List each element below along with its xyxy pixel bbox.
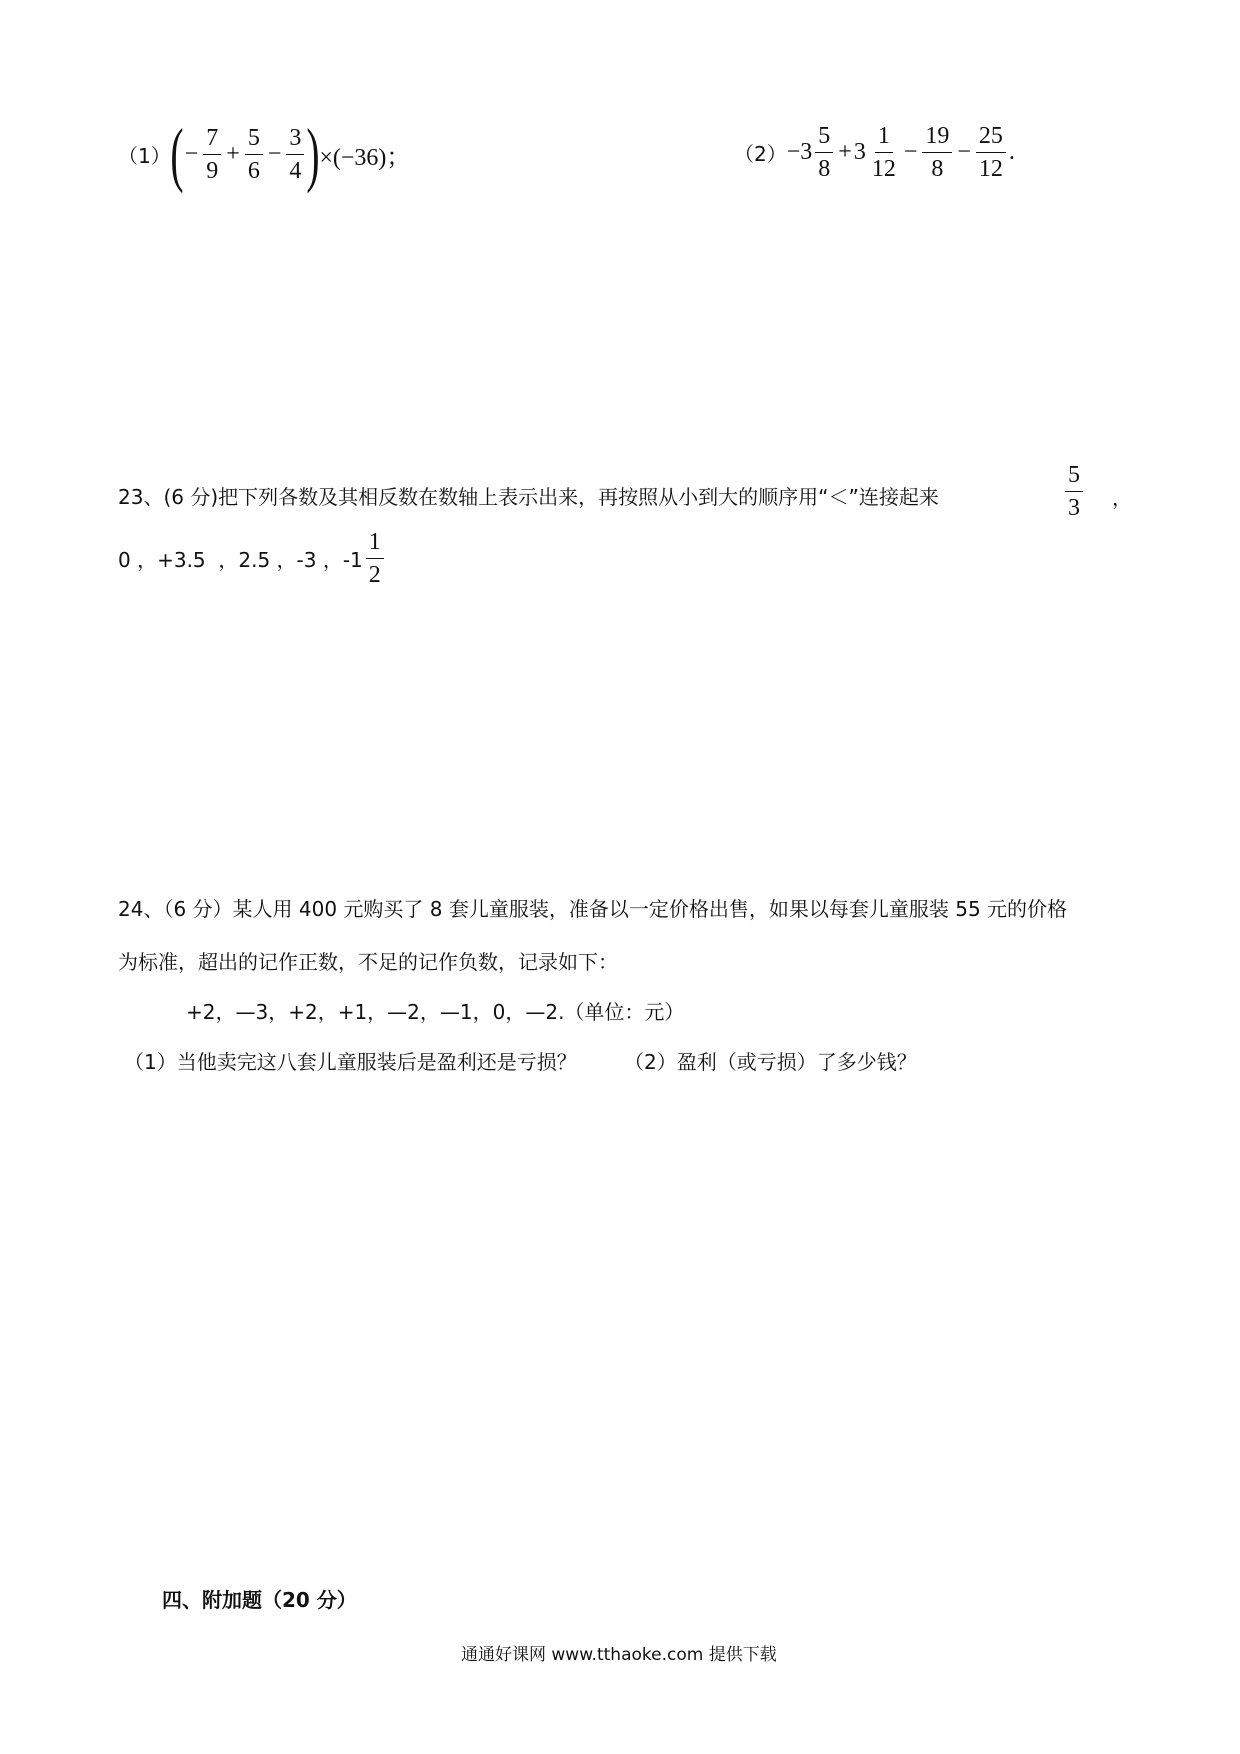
q23-comma: ， <box>1112 486 1132 510</box>
q22-part1-label: （1） <box>118 143 171 168</box>
fraction: $\frac{7}{9}$ <box>203 126 221 183</box>
q23-fraction: $\frac{5}{3}$ <box>1062 462 1086 520</box>
open-paren: ( <box>170 114 184 194</box>
fraction: $\frac{5}{6}$ <box>245 126 263 183</box>
q24-sub2: （2）盈利（或亏损）了多少钱？ <box>624 1050 917 1074</box>
q24-sub1: （1）当他卖完这八套儿童服装后是盈利还是亏损？ <box>124 1050 577 1074</box>
fraction: $\frac{5}{8}$ <box>815 124 833 181</box>
whole-number: 3 <box>853 139 866 165</box>
whole-number: −3 <box>786 139 813 165</box>
fraction: $\frac{19}{8}$ <box>922 124 952 181</box>
page-footer: 通通好课网 www.tthaoke.com 提供下载 <box>461 1645 777 1665</box>
fraction: $\frac{1}{12}$ <box>871 123 896 182</box>
fraction: $\frac{1}{2}$ <box>366 530 384 587</box>
operator: − <box>267 140 282 167</box>
q22-part2-expression <box>734 124 1015 181</box>
q24-record: +2，—3，+2，+1，—2，—1，0，—2.（单位：元） <box>186 1000 685 1024</box>
section-4-heading: 四、附加题（20 分） <box>162 1588 357 1612</box>
q24-line2: 为标准，超出的记作正数，不足的记作负数，记录如下： <box>118 950 618 974</box>
q23-values: 0 ，+3.5 ，2.5 ，-3 ，-1 <box>118 548 363 572</box>
period: . <box>1008 139 1015 165</box>
q23-number-list <box>118 530 387 587</box>
close-paren: ) <box>306 114 320 194</box>
operator: + <box>838 139 852 165</box>
q24-line1: 24、（6 分）某人用 400 元购买了 8 套儿童服装，准备以一定价格出售，如果以每套儿童服装 55 元的价格 <box>118 897 1068 921</box>
operator: − <box>957 139 971 165</box>
q23-text: 23、(6 分)把下列各数及其相反数在数轴上表示出来，再按照从小到大的顺序用“＜”连接起来 <box>118 485 939 509</box>
q22-part2-label: （2） <box>734 142 787 166</box>
multiplier: ×(−36)； <box>319 144 411 171</box>
minus-sign: − <box>184 140 199 167</box>
q22-part1-expression <box>118 114 411 194</box>
fraction: $\frac{25}{12}$ <box>976 124 1006 181</box>
operator: + <box>226 140 240 167</box>
fraction: $\frac{3}{4}$ <box>286 126 304 183</box>
operator: − <box>903 139 918 165</box>
